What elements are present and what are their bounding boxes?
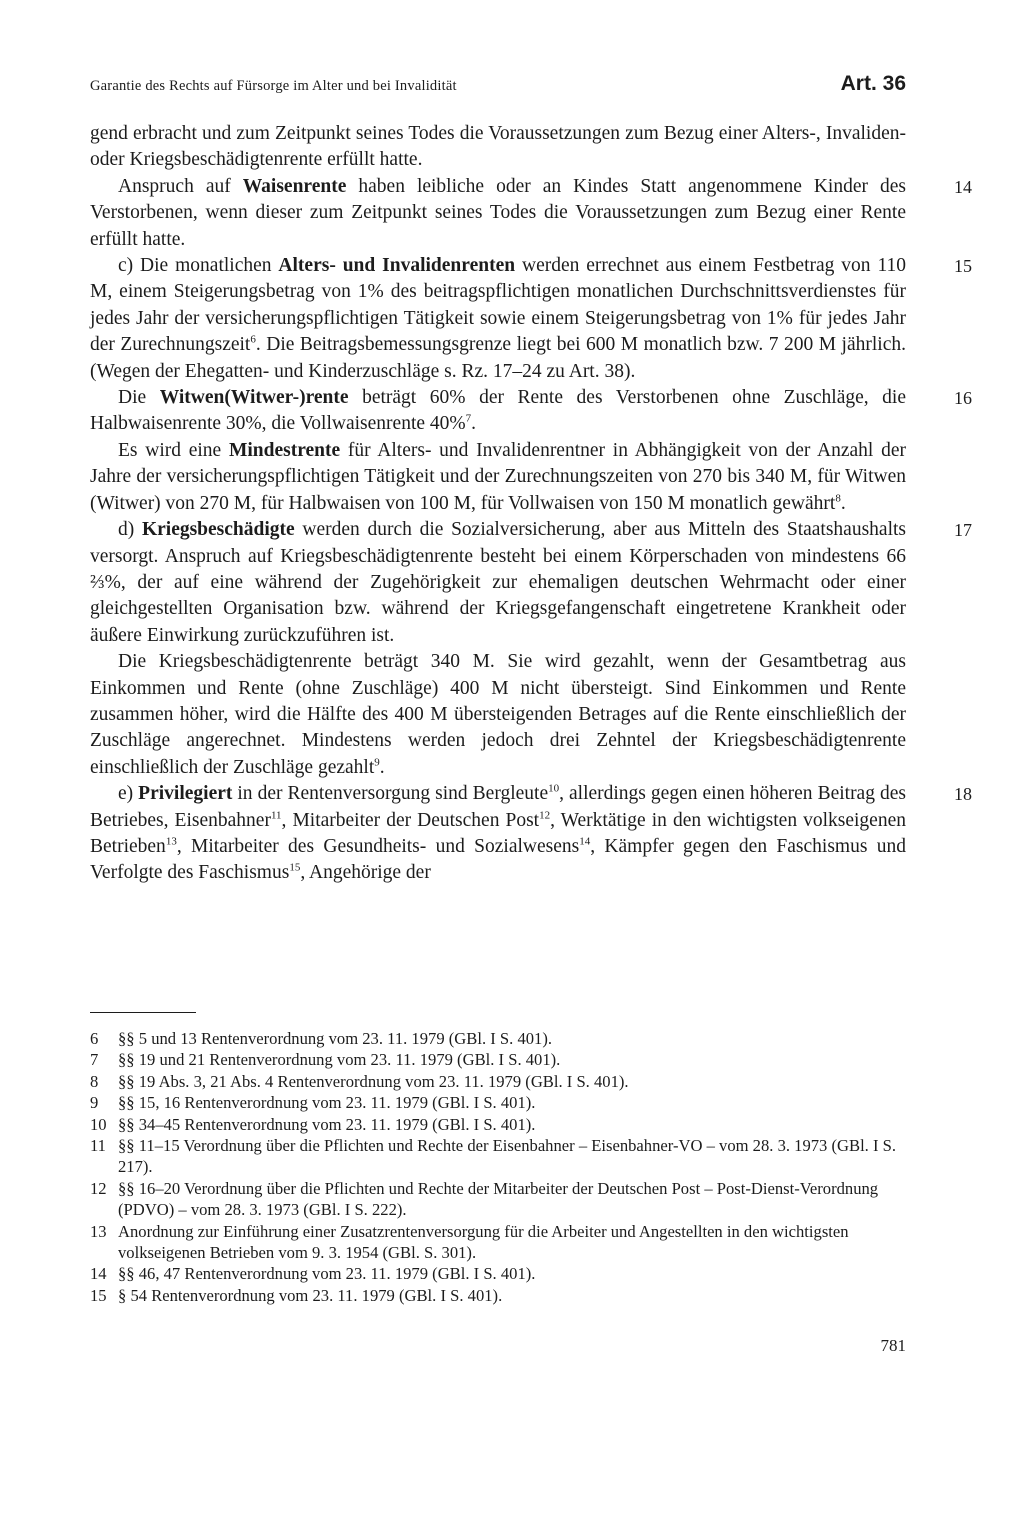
- text-run: , Werktätige in den wichtigsten volkseigenen Betrieben: [90, 809, 906, 857]
- footnote: [90, 1114, 906, 1135]
- footnote-number: 13: [90, 1221, 107, 1241]
- footnote-ref[interactable]: 13: [165, 835, 177, 848]
- footnote: [90, 1285, 906, 1306]
- text-run: . Die Beitragsbemessungsgrenze liegt bei 600 M monatlich bzw. 7 200 M jährlich. (Wegen der Ehegatten- und Kinderzuschläge s. Rz. 17–24 zu Art. 38).: [90, 334, 906, 382]
- paragraph: [90, 649, 906, 781]
- margin-number: 14: [954, 176, 972, 197]
- footnote-number: 14: [90, 1264, 107, 1284]
- text-run: haben leibliche oder an Kindes Statt angenommene Kinder des Verstorbenen, wenn dieser zum Zeitpunkt seines Todes die Voraussetzungen zum Bezug einer Rente erfüllt hatte.: [90, 175, 906, 250]
- text-run: , allerdings gegen einen höheren Beitrag des Betriebes, Eisenbahner: [90, 783, 906, 831]
- text-run: für Alters- und Invalidenrentner in Abhängigkeit von der Anzahl der Jahre der versicherungspflichtigen Tätigkeit und der Zurechnungszeiten von 270 bis 340 M, für Witwen (Witwer) von 270 M, für Halbwaisen von 100 M, für Vollwaisen von 150 M monatlich gewährt: [90, 439, 906, 514]
- text-run: Anspruch auf: [118, 175, 243, 197]
- footnote: [90, 1135, 906, 1178]
- footnote-number: 12: [90, 1178, 107, 1198]
- margin-number: 15: [954, 256, 972, 277]
- footnote-ref[interactable]: 10: [548, 782, 560, 795]
- text-run: d): [118, 519, 142, 541]
- footnote-text: §§ 16–20 Verordnung über die Pflichten und Rechte der Mitarbeiter der Deutschen Post – Post-Dienst-Verordnung (PDVO) – vom 28. 3. 1973 (GBl. I S. 222).: [118, 1178, 879, 1220]
- text-run: Die Kriegsbeschädigtenrente beträgt 340 M. Sie wird gezahlt, wenn der Gesamtbetrag aus Einkommen und Rente (ohne Zuschläge) 400 M nicht übersteigt. Sind Einkommen und Rente zusammen höher, wird die Hälfte des 400 M übersteigenden Betrages auf die Rente einschließlich der Zuschläge angerechnet. Mindestens werden jedoch drei Zehntel der Kriegsbeschädigtenrente einschließlich der Zuschläge gezahlt: [90, 651, 906, 778]
- footnote-number: 9: [90, 1093, 99, 1113]
- paragraph: [90, 385, 972, 438]
- margin-number: 16: [954, 388, 972, 409]
- footnote-text: § 54 Rentenverordnung vom 23. 11. 1979 (GBl. I S. 401).: [118, 1285, 503, 1305]
- text-run: in der Rentenversorgung sind Bergleute: [232, 783, 549, 805]
- bold-term: Mindestrente: [228, 439, 341, 461]
- bold-term: Kriegsbeschädigte: [141, 519, 295, 541]
- footnote-number: 6: [90, 1029, 99, 1048]
- body-text: [90, 121, 972, 887]
- footnote-ref[interactable]: 7: [465, 412, 472, 425]
- footnote-ref[interactable]: 14: [579, 835, 591, 848]
- bold-term: Alters- und Invalidenrenten: [278, 255, 516, 277]
- footnotes: [90, 1028, 906, 1306]
- text-run: , Angehörige der: [300, 862, 431, 884]
- footnote-number: 10: [90, 1114, 107, 1134]
- footnote-text: §§ 5 und 13 Rentenverordnung vom 23. 11. 1979 (GBl. I S. 401).: [118, 1029, 553, 1048]
- paragraph: [90, 121, 906, 174]
- article-label: Art. 36: [840, 72, 906, 95]
- footnote-ref[interactable]: 12: [539, 809, 551, 822]
- footnote: [90, 1049, 906, 1070]
- text-run: beträgt 60% der Rente des Verstorbenen ohne Zuschläge, die Halbwaisenrente 30%, die Vollwaisenrente 40%: [90, 387, 907, 435]
- footnote: [90, 1092, 906, 1113]
- text-run: , Mitarbeiter des Gesundheits- und Sozialwesens: [176, 835, 580, 857]
- footnote-ref[interactable]: 9: [374, 756, 380, 769]
- footnote-text: §§ 34–45 Rentenverordnung vom 23. 11. 1979 (GBl. I S. 401).: [118, 1114, 536, 1134]
- running-title: Garantie des Rechts auf Fürsorge im Alter und bei Invalidität: [90, 78, 457, 94]
- text-run: werden durch die Sozialversicherung, aber aus Mitteln des Staatshaushalts versorgt. Anspruch auf Kriegsbeschädigtenrente besteht bei einem Körperschaden von mindestens 66 ⅔%, der auf eine während der Zugehörigkeit zur ehemaligen deutschen Wehrmacht oder einer gleichgestellten Organisation bzw. während der Kriegsgefangenschaft eingetretene Krankheit oder äußere Einwirkung zurückzuführen ist.: [90, 519, 906, 646]
- text-run: .: [471, 413, 477, 435]
- footnote-text: §§ 19 Abs. 3, 21 Abs. 4 Rentenverordnung vom 23. 11. 1979 (GBl. I S. 401).: [118, 1071, 629, 1091]
- footnote-text: Anordnung zur Einführung einer Zusatzrentenversorgung für die Arbeiter und Angestellten in den wichtigsten volkseigenen Betrieben vom 9. 3. 1954 (GBl. S. 301).: [118, 1221, 849, 1263]
- margin-number: 18: [954, 784, 972, 805]
- text-run: .: [379, 756, 385, 778]
- text-run: , Kämpfer gegen den Faschismus und Verfolgte des Faschismus: [90, 835, 906, 884]
- footnote-ref[interactable]: 8: [835, 492, 841, 505]
- text-run: .: [840, 492, 846, 514]
- text-run: Die: [118, 387, 160, 409]
- page-header: [90, 72, 906, 102]
- page-number: 781: [880, 1336, 906, 1355]
- footnote: [90, 1178, 906, 1221]
- bold-term: Privilegiert: [138, 783, 233, 805]
- text-run: gend erbracht und zum Zeitpunkt seines Todes die Voraussetzungen zum Bezug einer Alters-, Invaliden- oder Kriegsbeschädigtenrente erfüllt hatte.: [90, 123, 906, 171]
- paragraph: [90, 174, 972, 253]
- text-run: Es wird eine: [118, 439, 229, 461]
- paragraph: [90, 781, 972, 887]
- footnote-ref[interactable]: 6: [250, 333, 256, 346]
- text-run: , Mitarbeiter der Deutschen Post: [281, 809, 540, 831]
- footnote-number: 15: [90, 1285, 107, 1305]
- footnote: [90, 1221, 906, 1264]
- text-run: werden errechnet aus einem Festbetrag von 110 M, einem Steigerungsbetrag von 1% des beitragspflichtigen monatlichen Durchschnittsverdienstes für jedes Jahr der versicherungspflichtigen Tätigkeit sowie einem Steigerungsbetrag von 1% für jedes Jahr der Zurechnungszeit: [90, 255, 906, 356]
- bold-term: Witwen(Witwer-)rente: [159, 387, 349, 409]
- paragraph: [90, 517, 972, 649]
- footnote-ref[interactable]: 11: [270, 809, 282, 822]
- text-run: c) Die monatlichen: [118, 255, 279, 277]
- footnote-number: 11: [90, 1136, 106, 1156]
- paragraph: [90, 438, 906, 517]
- footnote: [90, 1263, 906, 1284]
- footnote-ref[interactable]: 15: [289, 861, 301, 874]
- text-run: e): [118, 783, 139, 805]
- paragraph: [90, 253, 972, 385]
- margin-number: 17: [954, 520, 972, 541]
- footnote-text: §§ 46, 47 Rentenverordnung vom 23. 11. 1979 (GBl. I S. 401).: [118, 1264, 536, 1284]
- footnote: [90, 1028, 906, 1049]
- footnote: [90, 1071, 906, 1092]
- footnote-number: 7: [90, 1050, 99, 1070]
- footnote-text: §§ 15, 16 Rentenverordnung vom 23. 11. 1979 (GBl. I S. 401).: [118, 1093, 536, 1113]
- footnote-divider: [90, 1012, 196, 1013]
- footnote-text: §§ 19 und 21 Rentenverordnung vom 23. 11. 1979 (GBl. I S. 401).: [118, 1050, 561, 1070]
- footnote-text: §§ 11–15 Verordnung über die Pflichten und Rechte der Eisenbahner – Eisenbahner-VO – vom 28. 3. 1973 (GBl. I S. 217).: [118, 1136, 897, 1177]
- bold-term: Waisenrente: [242, 175, 347, 197]
- footnote-number: 8: [90, 1071, 99, 1091]
